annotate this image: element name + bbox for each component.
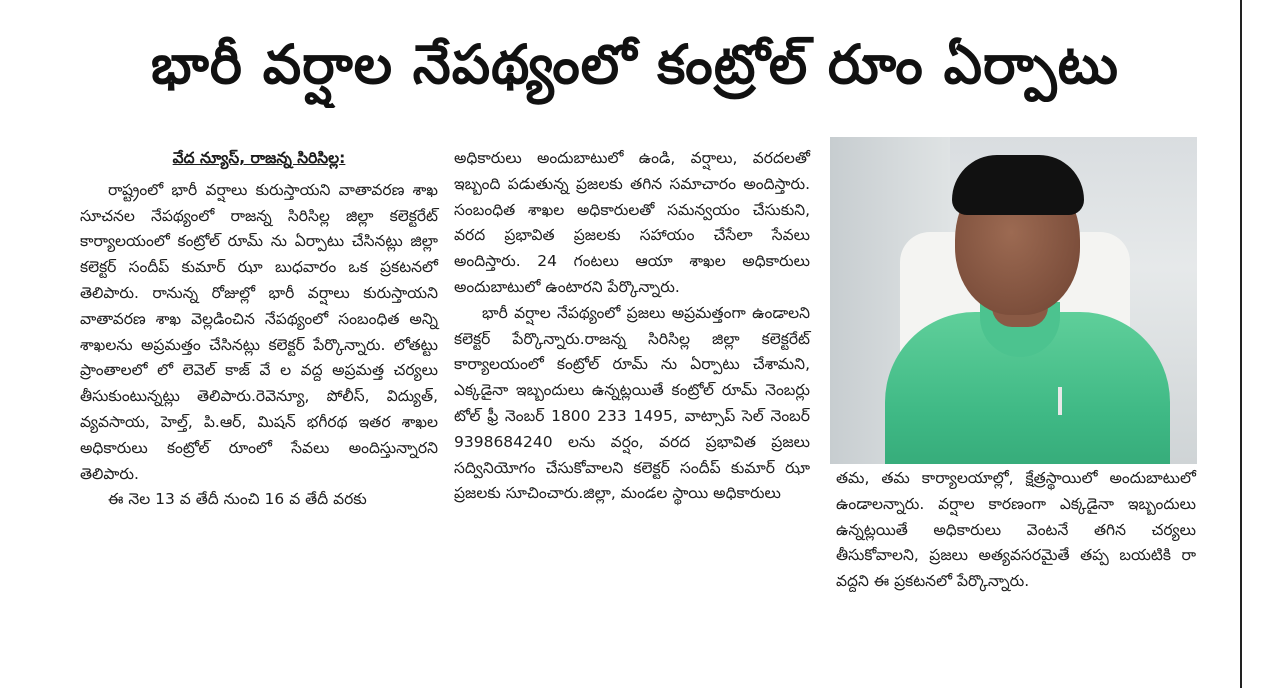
headline: భారీ వర్షాల నేపథ్యంలో కంట్రోల్ రూం ఏర్పాటు: [151, 33, 1119, 96]
article-column-3: [836, 466, 1196, 595]
column3-paragraph-1: తమ, తమ కార్యాలయాల్లో, క్షేత్రస్థాయిలో అందుబాటులో ఉండాలన్నారు. వర్షాల కారణంగా ఎక్కడైనా ఇబ్బందులు ఉన్నట్లయితే అధికారులు వెంటనే తగిన చర్యలు తీసుకోవాలని, ప్రజలు అత్యవసరమైతే తప్ప బయటికి రా వద్దని ఈ ప్రకటనలో పేర్కొన్నారు.: [836, 469, 1196, 591]
article-column-2: [454, 146, 810, 507]
photo-pen: [1058, 387, 1062, 415]
collector-photo: [830, 137, 1197, 464]
column1-paragraph-1: రాష్ట్రంలో భారీ వర్షాలు కురుస్తాయని వాతావరణ శాఖ సూచనల నేపథ్యంలో రాజన్న సిరిసిల్ల జిల్లా కలెక్టరేట్ కార్యాలయంలో కంట్రోల్ రూమ్ ను ఏర్పాటు చేసినట్లు జిల్లా కలెక్టర్ సందీప్ కుమార్ ఝా బుధవారం ఒక ప్రకటనలో తెలిపారు. రానున్న రోజుల్లో భారీ వర్షాలు కురుస్తాయని వాతావరణ శాఖ వెల్లడించిన నేపథ్యంలో సంబంధిత అన్ని శాఖలను అప్రమత్తం చేసినట్లు కలెక్టర్ పేర్కొన్నారు. లోతట్టు ప్రాంతాలలో లో లెవెల్ కాజ్ వే ల వద్ద అప్రమత్త చర్యలు తీసుకుంటున్నట్లు తెలిపారు.రెవెన్యూ, పోలీస్, విద్యుత్, వ్యవసాయ, హెల్త్, పి.ఆర్, మిషన్ భగీరథ ఇతర శాఖల అధికారులు కంట్రోల్ రూంలో సేవలు అందిస్తున్నారని తెలిపారు.: [80, 180, 438, 483]
page-border-rule: [1240, 0, 1242, 688]
column2-paragraph-2: భారీ వర్షాల నేపథ్యంలో ప్రజలు అప్రమత్తంగా ఉండాలని కలెక్టర్ పేర్కొన్నారు.రాజన్న సిరిసిల్ల జిల్లా కలెక్టరేట్ కార్యాలయంలో కంట్రోల్ రూమ్ ను ఏర్పాటు చేశామని, ఎక్కడైనా ఇబ్బందులు ఉన్నట్లయితే కంట్రోల్ రూమ్ నెంబర్లు టోల్ ఫ్రీ నెంబర్ 1800 233 1495, వాట్సాప్ సెల్ నెంబర్ 9398684240 లను వర్షం, వరద ప్రభావిత ప్రజలు సద్వినియోగం చేసుకోవాలని కలెక్టర్ సందీప్ కుమార్ ఝా ప్రజలకు సూచించారు.జిల్లా, మండల స్థాయి అధికారులు: [454, 303, 810, 503]
article-column-1: [80, 146, 438, 513]
photo-hair: [952, 155, 1084, 215]
column1-paragraph-2: ఈ నెల 13 వ తేదీ నుంచి 16 వ తేదీ వరకు: [108, 490, 367, 509]
column2-paragraph-1: అధికారులు అందుబాటులో ఉండి, వర్షాలు, వరదలతో ఇబ్బంది పడుతున్న ప్రజలకు తగిన సమాచారం అందిస్తారు. సంబంధిత శాఖల అధికారులతో సమన్వయం చేసుకుని, వరద ప్రభావిత ప్రజలకు సహాయం చేసేలా సేవలు అందిస్తారు. 24 గంటలు ఆయా శాఖల అధికారులు అందుబాటులో ఉంటారని పేర్కొన్నారు.: [454, 149, 810, 296]
dateline: వేద న్యూస్, రాజన్న సిరిసిల్ల:: [172, 149, 346, 167]
